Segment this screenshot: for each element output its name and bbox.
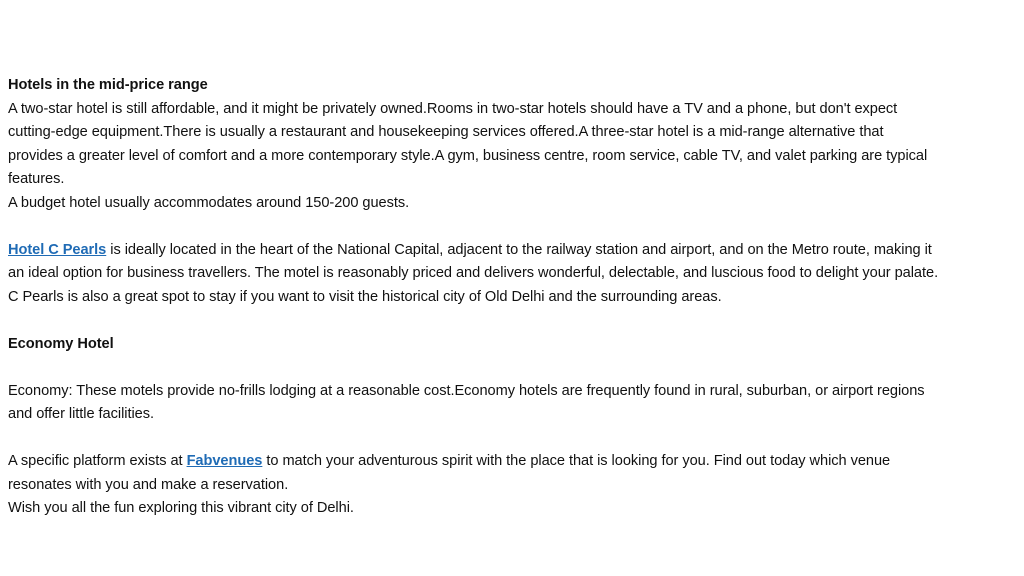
paragraph-line: A two-star hotel is still affordable, and it might be privately owned.Rooms in two-star hotels should have a TV and a phone, but don't expect <box>8 100 898 117</box>
paragraph-line-with-link <box>8 239 1020 263</box>
document-body <box>8 74 1020 521</box>
spacer <box>8 356 1020 380</box>
section-heading-mid-price: Hotels in the mid-price range <box>8 77 208 93</box>
paragraph-line: cutting-edge equipment.There is usually a restaurant and housekeeping services offered.A three-star hotel is a mid-range alternative that <box>8 124 884 140</box>
paragraph-line: Economy: These motels provide no-frills lodging at a reasonable cost.Economy hotels are frequently found in rural, suburban, or airport regions <box>8 382 925 399</box>
paragraph-line: provides a greater level of comfort and a more contemporary style.A gym, business centre, room service, cable TV, and valet parking are typical <box>8 147 928 164</box>
fabvenues-link[interactable]: Fabvenues <box>186 453 263 469</box>
spacer <box>8 215 1020 239</box>
spacer <box>8 309 1020 333</box>
paragraph-line-with-link <box>8 450 1020 474</box>
spacer <box>8 427 1020 451</box>
paragraph-text: A specific platform exists at <box>8 453 187 469</box>
paragraph-text: to match your adventurous spirit with the place that is looking for you. Find out today which venue <box>262 453 891 469</box>
paragraph-line: an ideal option for business travellers. The motel is reasonably priced and delivers wonderful, delectable, and luscious food to delight your palate. <box>8 265 939 281</box>
paragraph-line: A budget hotel usually accommodates around 150-200 guests. <box>8 194 410 211</box>
paragraph-line: and offer little facilities. <box>8 406 154 422</box>
hotel-c-pearls-link[interactable]: Hotel C Pearls <box>8 241 107 258</box>
paragraph-line: C Pearls is also a great spot to stay if you want to visit the historical city of Old Delhi and the surrounding areas. <box>8 288 722 305</box>
section-heading-economy: Economy Hotel <box>8 335 114 352</box>
paragraph-line: features. <box>8 171 65 187</box>
paragraph-line: resonates with you and make a reservation. <box>8 476 289 493</box>
paragraph-line: Wish you all the fun exploring this vibrant city of Delhi. <box>8 500 354 516</box>
paragraph-text: is ideally located in the heart of the National Capital, adjacent to the railway station and airport, and on the Metro route, making it <box>106 241 932 258</box>
